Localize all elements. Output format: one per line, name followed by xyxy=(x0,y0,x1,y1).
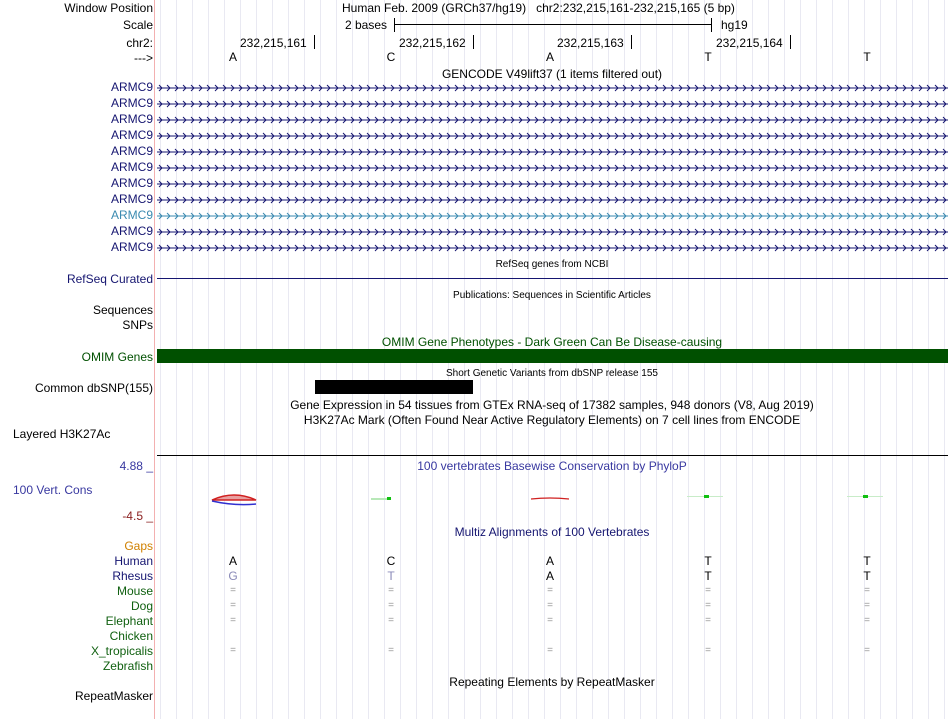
position-tick xyxy=(314,35,315,49)
position-label: 232,215,163 xyxy=(557,36,624,50)
conservation-track-title: 100 vertebrates Basewise Conservation by PhyloP xyxy=(417,459,687,473)
alignment-base: = xyxy=(705,585,711,596)
refseq-label[interactable]: RefSeq Curated xyxy=(66,272,153,286)
alignment-base: A xyxy=(545,569,555,583)
h3k27ac-label[interactable]: Layered H3K27Ac xyxy=(13,427,111,441)
gene-structure[interactable] xyxy=(157,241,948,255)
conservation-wiggle[interactable] xyxy=(157,488,948,512)
conservation-label[interactable]: 100 Vert. Cons xyxy=(13,483,93,497)
conservation-ymin: -4.5 _ xyxy=(122,509,153,523)
sequence-base: T xyxy=(704,50,712,64)
gene-structure[interactable] xyxy=(157,177,948,191)
species-label[interactable]: Human xyxy=(114,554,153,568)
alignment-base: = xyxy=(547,615,553,626)
conservation-mark xyxy=(863,495,868,498)
alignment-base: T xyxy=(387,569,395,583)
h3k27ac-track-title: H3K27Ac Mark (Often Found Near Active Regulatory Elements) on 7 cell lines from ENCODE xyxy=(303,413,801,427)
alignment-base: = xyxy=(230,585,236,596)
alignment-base: = xyxy=(388,645,394,656)
gene-label[interactable]: ARMC9 xyxy=(110,208,153,222)
sequence-base: A xyxy=(228,50,238,64)
refseq-track-title: RefSeq genes from NCBI xyxy=(495,259,609,270)
gene-label[interactable]: ARMC9 xyxy=(110,128,153,142)
gene-label[interactable]: ARMC9 xyxy=(110,144,153,158)
gene-structure[interactable] xyxy=(157,225,948,239)
alignment-base: T xyxy=(863,554,871,568)
window-position-text: Human Feb. 2009 (GRCh37/hg19) chr2:232,215,161-232,215,165 (5 bp) xyxy=(342,1,735,15)
gene-structure[interactable] xyxy=(157,97,948,111)
alignment-base: = xyxy=(547,645,553,656)
gene-structure[interactable] xyxy=(157,209,948,223)
alignment-base: T xyxy=(704,569,712,583)
dbsnp-label[interactable]: Common dbSNP(155) xyxy=(34,381,153,395)
gene-label[interactable]: ARMC9 xyxy=(110,176,153,190)
dbsnp-variant[interactable] xyxy=(315,380,473,394)
gene-label[interactable]: ARMC9 xyxy=(110,192,153,206)
alignment-base: = xyxy=(547,585,553,596)
position-label: 232,215,161 xyxy=(240,36,307,50)
alignment-base: = xyxy=(547,600,553,611)
species-label[interactable]: Mouse xyxy=(116,584,153,598)
alignment-base: = xyxy=(705,645,711,656)
gene-label[interactable]: ARMC9 xyxy=(110,80,153,94)
window-position-label: Window Position xyxy=(64,1,153,15)
alignment-base: G xyxy=(228,569,238,583)
gene-structure[interactable] xyxy=(157,113,948,127)
species-label[interactable]: Rhesus xyxy=(112,569,153,583)
conservation-peak xyxy=(531,498,569,499)
gtex-track-title: Gene Expression in 54 tissues from GTEx RNA-seq of 17382 samples, 948 donors (V8, Aug 2019) xyxy=(290,398,814,412)
repeatmasker-label[interactable]: RepeatMasker xyxy=(74,689,153,703)
alignment-base: = xyxy=(230,615,236,626)
position-tick xyxy=(473,35,474,49)
gene-structure[interactable] xyxy=(157,193,948,207)
label-divider xyxy=(154,0,155,719)
omim-label[interactable]: OMIM Genes xyxy=(81,350,153,364)
gene-structure[interactable] xyxy=(157,129,948,143)
sequence-base: C xyxy=(386,50,396,64)
alignment-base: = xyxy=(705,615,711,626)
gene-structure[interactable] xyxy=(157,161,948,175)
position-label: 232,215,164 xyxy=(716,36,783,50)
omim-track-title: OMIM Gene Phenotypes - Dark Green Can Be Disease-causing xyxy=(381,335,723,349)
sequences-label[interactable]: Sequences xyxy=(92,303,153,317)
chrom-label: chr2: xyxy=(126,36,153,50)
alignment-base: C xyxy=(386,554,396,568)
conservation-ymax: 4.88 _ xyxy=(119,459,153,473)
multiz-track-title: Multiz Alignments of 100 Vertebrates xyxy=(454,525,650,539)
gene-structure[interactable] xyxy=(157,145,948,159)
gene-label[interactable]: ARMC9 xyxy=(110,96,153,110)
position-tick xyxy=(790,35,791,49)
refseq-gene-line[interactable] xyxy=(157,278,948,279)
alignment-base: = xyxy=(230,600,236,611)
gaps-label[interactable]: Gaps xyxy=(124,539,153,553)
alignment-base: = xyxy=(388,615,394,626)
alignment-base: A xyxy=(228,554,238,568)
alignment-base: = xyxy=(388,585,394,596)
strand-label: ---> xyxy=(134,51,153,65)
gencode-track-title: GENCODE V49lift37 (1 items filtered out) xyxy=(441,67,663,81)
conservation-peak xyxy=(212,495,256,500)
position-label: 232,215,162 xyxy=(399,36,466,50)
sequence-base: T xyxy=(863,50,871,64)
gene-label[interactable]: ARMC9 xyxy=(110,160,153,174)
omim-gene-bar[interactable] xyxy=(157,349,948,363)
species-label[interactable]: Chicken xyxy=(109,629,153,643)
repeatmasker-track-title: Repeating Elements by RepeatMasker xyxy=(449,675,655,689)
species-label[interactable]: Elephant xyxy=(105,614,153,628)
assembly-label: hg19 xyxy=(721,18,748,32)
alignment-base: = xyxy=(864,645,870,656)
alignment-base: T xyxy=(863,569,871,583)
conservation-mark xyxy=(704,495,709,498)
gene-label[interactable]: ARMC9 xyxy=(110,112,153,126)
gene-structure[interactable] xyxy=(157,81,948,95)
conservation-mark xyxy=(387,497,391,500)
alignment-base: = xyxy=(864,585,870,596)
alignment-base: = xyxy=(864,600,870,611)
alignment-base: = xyxy=(705,600,711,611)
scale-label: Scale xyxy=(122,18,153,32)
h3k27ac-baseline xyxy=(157,455,948,456)
alignment-base: T xyxy=(704,554,712,568)
species-label[interactable]: Zebrafish xyxy=(102,659,153,673)
sequence-base: A xyxy=(545,50,555,64)
species-label[interactable]: Dog xyxy=(130,599,153,613)
gene-label[interactable]: ARMC9 xyxy=(110,240,153,254)
scale-text: 2 bases xyxy=(345,18,388,32)
alignment-base: = xyxy=(230,645,236,656)
gene-label[interactable]: ARMC9 xyxy=(110,224,153,238)
species-label[interactable]: X_tropicalis xyxy=(90,644,153,658)
alignment-base: A xyxy=(545,554,555,568)
snps-label[interactable]: SNPs xyxy=(122,318,153,332)
conservation-dip xyxy=(212,501,256,505)
publications-track-title: Publications: Sequences in Scientific Articles xyxy=(453,290,651,301)
position-tick xyxy=(631,35,632,49)
alignment-base: = xyxy=(388,600,394,611)
alignment-base: = xyxy=(864,615,870,626)
dbsnp-track-title: Short Genetic Variants from dbSNP release 155 xyxy=(446,368,658,379)
